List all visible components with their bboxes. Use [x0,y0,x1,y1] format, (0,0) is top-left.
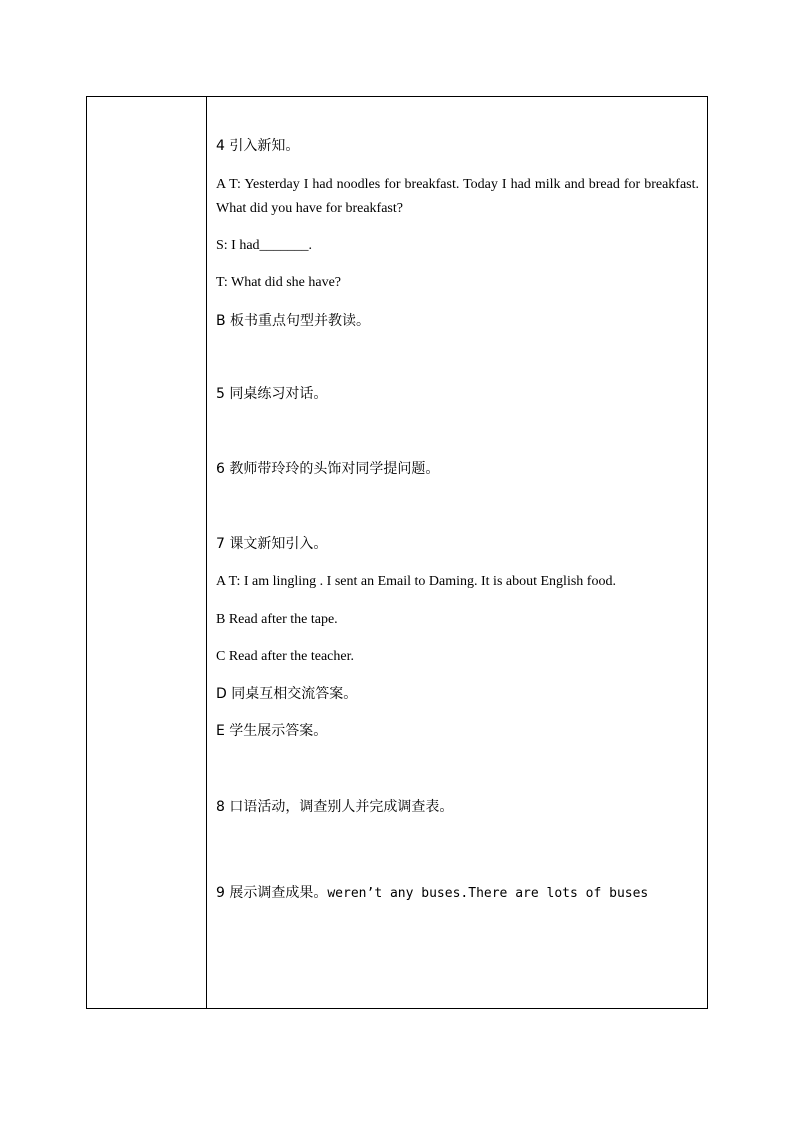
step-9-heading [216,884,699,903]
step-7-c: C Read after the teacher. [216,649,354,664]
step-4-teacher-question: T: What did she have? [216,275,342,290]
step-8-heading: 8 口语活动，调查别人并完成调查表。 [216,799,454,815]
lesson-table [86,96,708,1009]
step-7-b: B Read after the tape. [216,612,338,627]
step-9-chinese: 9 展示调查成果。 [216,885,328,901]
step-4-student-reply: S: I had_______. [216,238,313,253]
step-9-english: weren’t any buses.There are lots of buses [327,886,649,901]
step-4-b: B 板书重点句型并教读。 [216,313,371,329]
right-column-cell [207,97,707,1008]
left-column-cell [87,97,207,1008]
step-4-heading: 4 引入新知。 [216,138,300,154]
step-6-heading: 6 教师带玲玲的头饰对同学提问题。 [216,461,440,477]
step-7-d: D 同桌互相交流答案。 [216,686,358,702]
step-5-heading: 5 同桌练习对话。 [216,386,328,402]
step-4-dialogue-a: A T: Yesterday I had noodles for breakfast. Today I had milk and bread for breakfast. What did you have for breakfast? [216,177,699,216]
step-7-e: E 学生展示答案。 [216,723,328,739]
step-7-heading: 7 课文新知引入。 [216,536,328,552]
step-7-a: A T: I am lingling . I sent an Email to Daming. It is about English food. [216,574,616,589]
